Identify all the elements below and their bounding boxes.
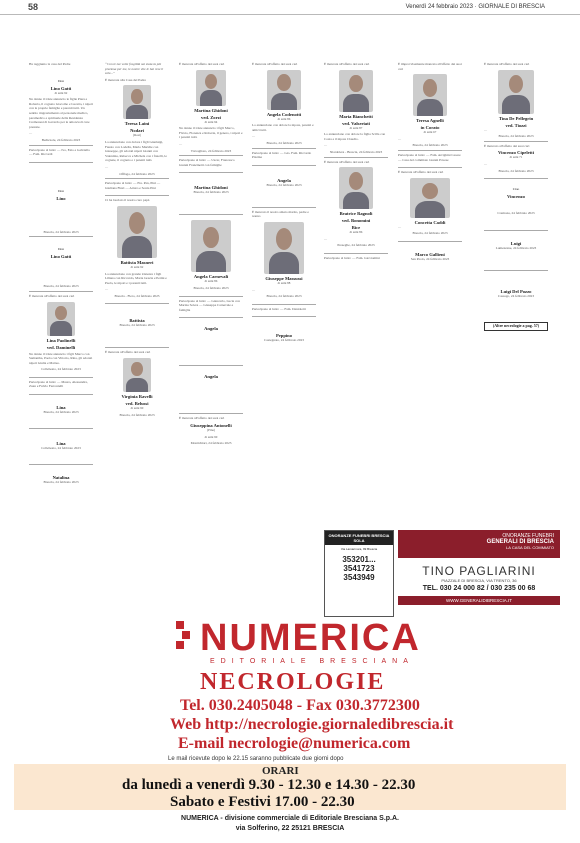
notice-date: Brescia, 24 febbraio 2023 [43, 284, 79, 289]
deceased-name: Angela [204, 326, 218, 332]
notice-date: Brescia, 24 febbraio 2023 [266, 294, 302, 299]
notice-intro: È mancata alla Casa del Padre [105, 77, 146, 82]
deceased-age: di anni 71 [509, 155, 523, 160]
notice-intro: È mancato il nostro amato marito, padre e nonno [252, 209, 309, 219]
notice-filler: … [398, 224, 402, 229]
notice-date: Brescia, 24 febbraio 2023 [266, 182, 302, 187]
notice-block [484, 178, 548, 225]
notice-filler: … [179, 141, 183, 146]
notice-date: Montichiari, 24 febbraio 2023 [190, 441, 232, 446]
notice-date: Bedizzole, 24 febbraio 2023 [41, 137, 81, 142]
numerica-hours-weekday: da lunedì a venerdì 9.30 - 12.30 e 14.30 - 22.30 [122, 777, 416, 793]
numerica-logo [176, 621, 190, 649]
notice-date: Brescia, 24 febbraio 2023 [498, 134, 534, 139]
ad-phone: 3543949 [343, 573, 375, 582]
ad-line: GENERALI DI BRESCIA [486, 539, 554, 545]
notice-filler: … [484, 127, 488, 132]
column-3 [179, 62, 243, 451]
notice-intro: È mancata all'affetto dei suoi cari [179, 62, 225, 66]
numerica-note: Le mail ricevute dopo le 22.15 saranno pubblicate due giorni dopo [168, 756, 344, 762]
deceased-name-sub: ved. Valseriati [342, 120, 370, 126]
notice-text: La annunciano con dolore i figli Gianluigi, Fausto con Lodella, Mario Maridie con Giuseppe, gli adorati nipoti Gianni con Valentina, Rebecca e Michela con i fratelli, le cognate, il cognato e i parenti tutti. [105, 139, 167, 163]
deceased-name: Angela Carnevali [193, 274, 229, 280]
ad-phone: 3541723 [343, 564, 375, 573]
deceased-age: di anni 94 [204, 119, 218, 124]
notice-date: Niardolera - Brescia, 24 febbraio 2023 [329, 149, 383, 154]
ad-name: TINO PAGLIARINI [422, 564, 536, 578]
notice-filler: … [324, 143, 328, 148]
column-6 [398, 62, 462, 279]
notice-block [29, 428, 93, 459]
deceased-name: Giuseppe Massussi [265, 275, 303, 281]
deceased-age: di anni 90 [204, 434, 218, 439]
notice-filler: … [484, 161, 488, 166]
deceased-name: Maria Bianchetti [339, 113, 373, 119]
numerica-website[interactable]: Web http://necrologie.giornaledibrescia.it [170, 716, 454, 733]
notice-block [324, 253, 388, 261]
portrait-photo [339, 70, 373, 112]
notice-text: Lo annunciano con dolore la nipote, parenti e amici tutti. [252, 123, 314, 132]
deceased-nickname: Bice [351, 225, 361, 231]
portrait-photo [264, 222, 304, 274]
deceased-name: Peppino [275, 333, 293, 339]
notice-block [484, 230, 548, 265]
participation-text: Partecipano al lutto: — Mauro, Alessandra, Zuan e Fulvio Ferronielli [29, 379, 88, 389]
notice-text: Ne danno il triste annuncio i figli Marco, Flavio, Fiorenza e Roberta, il genero, i nipoti e i parenti tutti. [179, 126, 243, 140]
deceased-age: di anni 88 [277, 280, 291, 285]
notice-intro: È mancata all'affetto dei suoi cari [179, 416, 225, 421]
notice-date: Brescia, 24 febbraio 2023 [498, 168, 534, 173]
participation-text: Partecipano al lutto: — Uscar, Francesco Gianni Franzinetti con famiglie [179, 158, 235, 167]
notice-quote: “Con le tue volte fragilità sai stata la più preziosa per me, le nostre vite le hai rese il sole...” [105, 62, 164, 76]
deceased-name-sub: ved. Zorzi [201, 114, 221, 120]
notice-block [29, 162, 93, 225]
notice-date: Collebeato, 24 febbraio 2023 [41, 446, 81, 451]
deceased-name-sub: in Corato [420, 125, 440, 131]
notice-date: Collebeato, 24 febbraio 2023 [41, 367, 81, 372]
notice-block [29, 464, 93, 491]
notice-intro: Ha raggiunto la casa del Padre [29, 62, 71, 66]
deceased-nickname: (Rosi) [133, 133, 141, 138]
deceased-name: Angela Codenotti [266, 111, 302, 117]
deceased-name: Tina De Pellegrin [498, 115, 534, 121]
notice-block [484, 141, 548, 173]
notice-prefix: Don [57, 78, 65, 83]
deceased-name: Lino Gatti [50, 254, 72, 260]
participation-text: Partecipano al lutto: — Fam. Gioviomini [324, 255, 380, 260]
notice-block [179, 296, 243, 313]
numerica-title: NECROLOGIE [200, 669, 386, 695]
deceased-name: Martina Ghidoni [194, 185, 228, 191]
notice-block [179, 172, 243, 209]
deceased-name: Angela [277, 177, 291, 183]
notice-text: La annunciano con grande tristezza i figli Liliana con Riccardo, Maria Grazia e Perini e Paola, le nipoti e i parenti tutti. [105, 271, 167, 285]
notice-block [105, 303, 169, 342]
ad-banner [398, 530, 560, 558]
portrait-photo [339, 167, 373, 209]
notice-date: Brescia, 24 febbraio 2023 [43, 229, 79, 234]
notice-date: Brescia, 24 febbraio 2023 [43, 410, 79, 415]
deceased-name: Vincenzo Cipeletti [498, 150, 534, 156]
numerica-phone-fax: Tel. 030.2405048 - Fax 030.3772300 [180, 697, 420, 714]
notice-date: Castegnato, 24 febbraio 2023 [264, 338, 304, 343]
portrait-photo [123, 358, 151, 392]
deceased-nickname: (Pina) [207, 427, 215, 432]
deceased-name: Angela [204, 374, 218, 380]
deceased-name: Lino Gatti [50, 85, 72, 91]
notice-block [29, 236, 93, 279]
ad-address: Via Lamarmora, 99 Brescia [340, 547, 378, 551]
participation-text: Partecipano al lutto: — Eta. Pan, Pinì — Giuliana Finzi — Arturo e Sonia Pini [105, 181, 161, 190]
notice-date: Brescia, 24 febbraio 2023 [412, 231, 448, 236]
deceased-name: Natalina [52, 475, 70, 481]
ad-website[interactable]: WWW.GENERALIDIBRESCIA.IT [398, 596, 560, 605]
portrait-photo [196, 70, 226, 106]
notice-date: Lumezzane, 24 febbraio 2023 [495, 246, 537, 251]
deceased-name-sub: ved. Belussi [125, 401, 149, 407]
notice-block [29, 145, 93, 157]
portrait-photo [267, 70, 301, 110]
notice-block [324, 157, 388, 248]
deceased-name: Vincenzo [507, 194, 525, 200]
column-4 [252, 62, 316, 364]
notice-date: Brescia, 24 febbraio 2023 [43, 480, 79, 485]
ad-phone: TEL. 030 24 000 82 / 030 235 00 68 [422, 585, 536, 592]
participation-text: Partecipano al lutto: — Fam. Arrighini Cesare — Casa del commiato Gianni Pavese [398, 152, 461, 162]
column-2 [105, 62, 169, 422]
notice-intro: Ci ha lasciato il nostro caro papà [105, 198, 150, 203]
notice-filler: … [105, 287, 109, 292]
notice-filler: … [324, 236, 328, 241]
deceased-age: di anni 86 [277, 116, 291, 121]
deceased-age: di anni 87 [349, 125, 363, 130]
column-1 [29, 62, 93, 496]
notice-prefix: Ciao [512, 187, 520, 192]
notice-block [179, 413, 243, 445]
numerica-brand: NUMERICA [200, 617, 421, 659]
numerica-email[interactable]: E-mail necrologie@numerica.com [178, 735, 411, 752]
deceased-name: Concetta Caddi [414, 219, 446, 225]
notice-block [252, 165, 316, 202]
deceased-age: di anni 86 [204, 279, 218, 284]
numerica-brand-sub: EDITORIALE BRESCIANA [210, 658, 414, 665]
column-5 [324, 62, 388, 266]
notice-block [29, 394, 93, 423]
notice-block [105, 195, 169, 298]
notice-block [252, 304, 316, 312]
notice-block [105, 347, 169, 417]
ad-phone: 353201... [342, 555, 376, 564]
numerica-orari: ORARI [262, 765, 299, 777]
portrait-photo [47, 302, 75, 336]
deceased-age: di anni 92 [130, 264, 144, 269]
notice-intro: È mancata all'affetto dei suoi cari [324, 159, 370, 164]
portrait-photo [191, 220, 231, 272]
deceased-name-sub: ved. Tiozzi [505, 122, 527, 128]
numerica-hours-weekend: Sabato e Festivi 17.00 - 22.30 [170, 794, 355, 810]
notice-date: Brescia, 24 febbraio 2023 [412, 143, 448, 148]
participation-text: Partecipano al lutto: — Giancarlo, Lucia con Marina Solera — Giuseppe Carnevale e famiglia [179, 298, 240, 312]
notice-prefix: Don [57, 188, 65, 193]
notice-block [398, 167, 462, 236]
notice-block [179, 214, 243, 290]
ad-title: ONORANZE FUNEBRI BRESCIA SOLA [325, 531, 393, 545]
notice-block [398, 241, 462, 274]
notice-block [179, 365, 243, 408]
notice-date: San Paolo, 24 febbraio 2023 [410, 256, 450, 261]
deceased-name: Lino [56, 195, 66, 201]
participation-text: Partecipano al lutto: — Gio. Fam. Riccardo Pizzina [252, 150, 312, 160]
notice-date: Brescia, 24 febbraio 2023 [193, 285, 229, 290]
notice-text: Ne danno il triste annuncio le figlie Piera e Roberta, il cognato Giacomo e Lucetta, i nipoti con le proprie famiglie e parenti tutti. Un sentito ringraziamento al personale medico, paramedico e spirituale della Residenza Cremonesi di Gavardo per le amorevoli cure prestate. [29, 97, 93, 129]
notice-block [398, 150, 462, 162]
deceased-name: Teresa Laini [124, 121, 150, 127]
deceased-name: Lina [56, 441, 66, 447]
notice-block [484, 270, 548, 317]
more-notices-link[interactable]: (Altre necrologie a pag. 57) [484, 322, 548, 331]
deceased-age: di anni 92 [54, 90, 68, 95]
notice-date: Brescia - Flero, 24 febbraio 2023 [114, 293, 160, 298]
page-header [0, 0, 580, 15]
portrait-photo [413, 74, 447, 116]
deceased-name: Giuseppina Antonelli [190, 422, 232, 428]
deceased-age: di anni 90 [130, 406, 144, 411]
portrait-photo [498, 70, 534, 114]
notice-intro: È mancata all'affetto dei suoi cari [252, 62, 298, 66]
notice-block [252, 316, 316, 359]
notice-block [29, 291, 93, 372]
notice-intro: È mancata all'affetto dei suoi cari [398, 170, 444, 175]
notice-filler: … [29, 131, 33, 136]
ad-funeral-tino [398, 530, 560, 615]
deceased-name: Lina Paolinelli [46, 337, 76, 343]
portrait-photo [410, 178, 450, 218]
deceased-name: Marco Gallieni [415, 251, 445, 257]
deceased-name: Virginia Ravelli [121, 394, 153, 400]
ad-funeral-carli [324, 530, 394, 617]
notice-text: Ne danno il triste annuncio i figli Marco con Samantha, Paola con Vittorio, Rina, gli adorati nipoti Giulia e Matteo. [29, 351, 93, 365]
participation-text: Partecipano al lutto: — Fam. Danioletti [252, 306, 306, 311]
notice-date: Cremona, 24 febbraio 2023 [497, 211, 535, 216]
notice-date: Travagliato, 24 febbraio 2023 [190, 148, 232, 153]
notice-date: Offlaga, 24 febbraio 2023 [119, 171, 155, 176]
page-number: 58 [28, 2, 39, 12]
notice-block [179, 317, 243, 360]
notice-date: Brescia, 24 febbraio 2023 [119, 412, 155, 417]
notice-text: Lo annunciano con dolore la figlia Scilla con Costa e il nipote Claudio. [324, 132, 386, 141]
ad-line: LA CASA DEL COMMIATO [506, 545, 554, 550]
notice-date: Brescia, 24 febbraio 2023 [119, 323, 155, 328]
notice-filler: … [252, 134, 256, 139]
portrait-photo [123, 85, 151, 119]
numerica-footer-address: via Solferino, 22 25121 BRESCIA [235, 825, 345, 832]
deceased-name-sub: ved. Daminelli [46, 344, 76, 350]
numerica-footer-company: NUMERICA - divisione commerciale di Editoriale Bresciana S.p.A. [181, 815, 399, 822]
notice-filler: … [105, 164, 109, 169]
header-date-masthead: Venerdì 24 febbraio 2023 · GIORNALE DI BRESCIA [405, 4, 545, 10]
deceased-name: Martina Ghidoni [194, 107, 228, 113]
ad-address: PIAZZALE DI BRESCIA, VIA TRENTO, 36 [441, 578, 517, 583]
notice-date: Cassago, 24 febbraio 2023 [497, 294, 535, 299]
notice-date: Brescia, 24 febbraio 2023 [266, 140, 302, 145]
notice-intro: È improvvisamente mancata all'affetto dei suoi cari [398, 62, 462, 71]
deceased-name-sub: Nodari [130, 128, 144, 134]
notice-block [179, 155, 243, 167]
notice-intro: È mancato all'affetto dei suoi cari [484, 143, 530, 148]
deceased-name: Lina [56, 405, 66, 411]
deceased-age: di anni 86 [349, 230, 363, 235]
deceased-name: Teresa Agnelli [416, 118, 444, 124]
notice-intro: È mancata all'affetto dei suoi cari [29, 293, 75, 298]
deceased-name-sub: ved. Bonomini [341, 218, 371, 224]
notice-intro: È mancata all'affetto dei suoi cari [105, 350, 151, 355]
notice-block [105, 178, 169, 190]
deceased-name: Battista Masneri [120, 259, 154, 265]
column-7 [484, 62, 548, 331]
deceased-name: Beatrice Ragnoli [339, 211, 373, 217]
notice-intro: È mancata all'affetto dei suoi cari [324, 62, 370, 66]
notice-intro: È mancata all'affetto dei suoi cari [484, 62, 530, 66]
deceased-name: Luigi Del Pozzo [500, 289, 532, 295]
notice-block [29, 377, 93, 389]
notice-block [252, 207, 316, 299]
portrait-photo [117, 206, 157, 258]
ad-numerica [0, 617, 580, 843]
notice-date: Brescia, 24 febbraio 2023 [193, 190, 229, 195]
notice-block [252, 148, 316, 160]
notice-date: Preseglie, 24 febbraio 2023 [337, 243, 375, 248]
ad-line: ONORANZE FUNEBRI [502, 533, 554, 539]
notice-prefix: Don [57, 247, 65, 252]
participation-text: Partecipano al lutto: — Ivo, Ezio e Gabriella — Fam. Riccardi [29, 147, 90, 157]
deceased-age: di anni 67 [423, 130, 437, 135]
deceased-name: Luigi [510, 241, 522, 247]
deceased-name: Battista [129, 318, 145, 324]
notice-filler: … [398, 136, 402, 141]
notice-filler: … [252, 287, 256, 292]
